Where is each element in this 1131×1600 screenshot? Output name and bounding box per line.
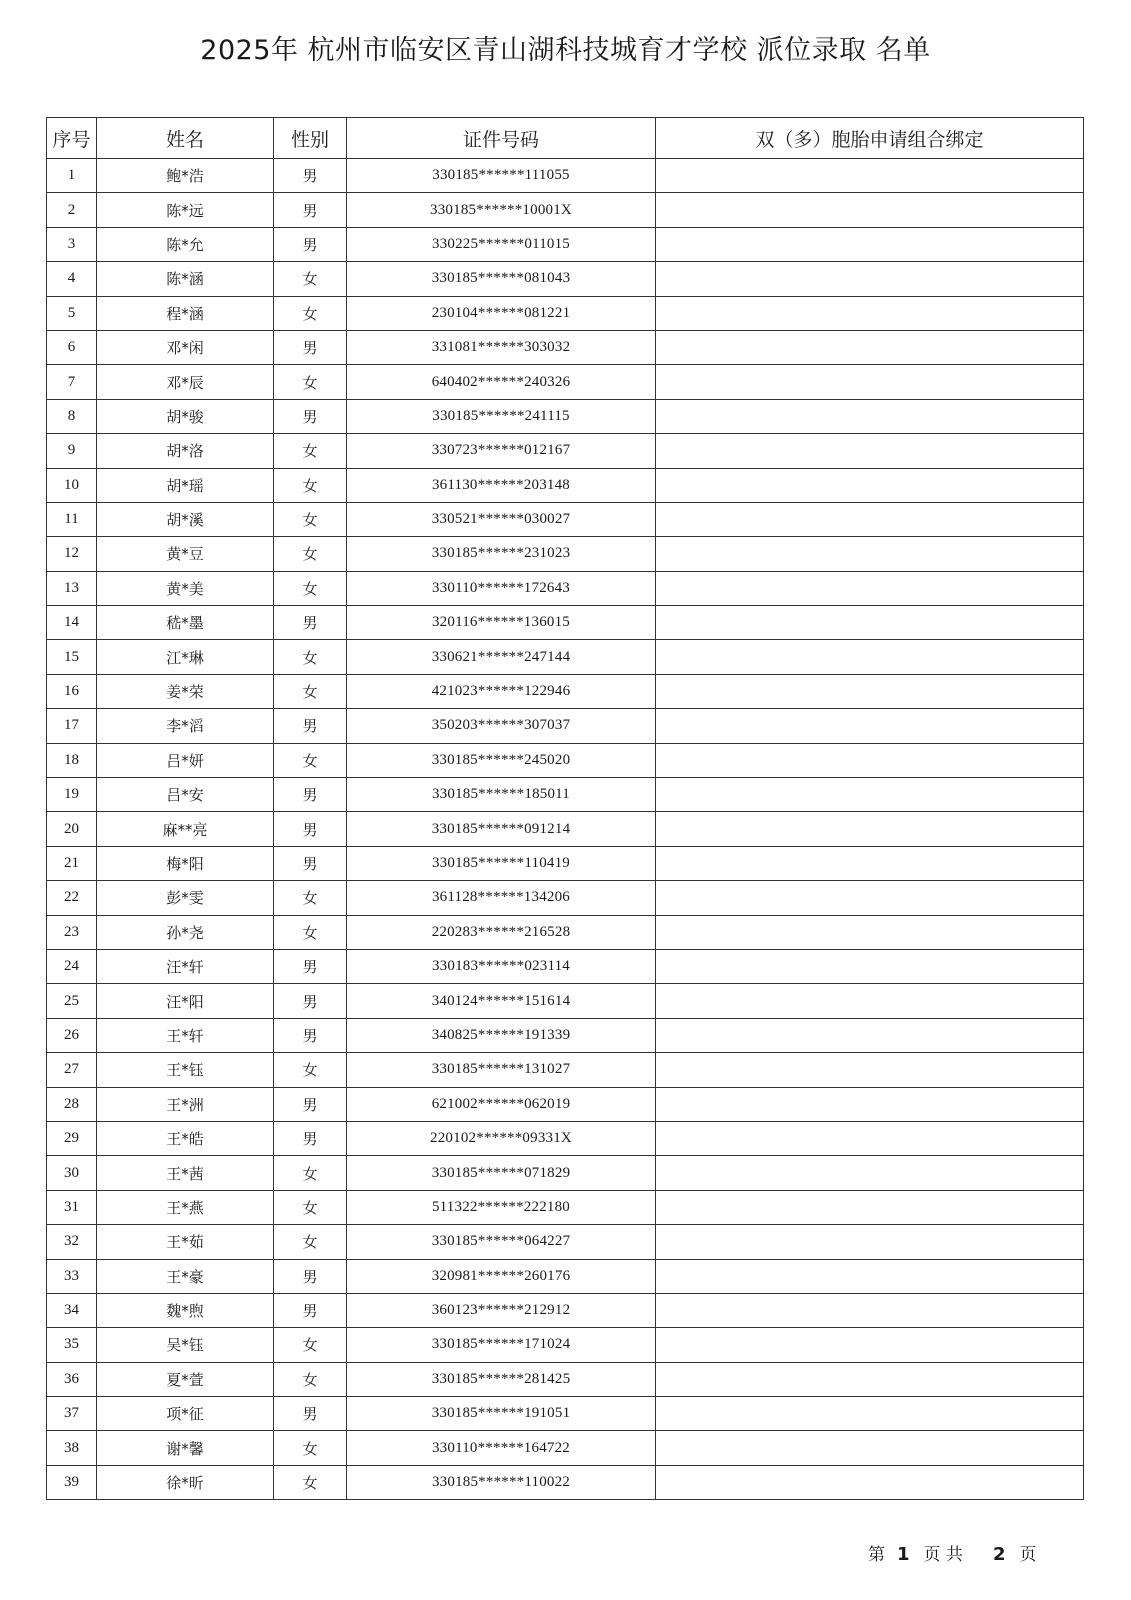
table-row (47, 399, 1084, 433)
seq-cell: 30 (47, 1156, 97, 1190)
gender-cell: 女 (274, 365, 347, 399)
twin-binding-cell (656, 640, 1084, 674)
id-number-cell: 330185******081043 (347, 262, 656, 296)
name-cell: 鲍*浩 (97, 159, 274, 193)
twin-binding-cell (656, 159, 1084, 193)
table-row (47, 984, 1084, 1018)
footer-middle: 页 共 (923, 1545, 963, 1565)
twin-binding-cell (656, 468, 1084, 502)
seq-cell: 11 (47, 502, 97, 536)
table-row (47, 502, 1084, 536)
id-number-cell: 511322******222180 (347, 1190, 656, 1224)
name-cell: 胡*骏 (97, 399, 274, 433)
id-number-cell: 330185******245020 (347, 743, 656, 777)
gender-cell: 女 (274, 296, 347, 330)
gender-cell: 女 (274, 1362, 347, 1396)
twin-binding-cell (656, 881, 1084, 915)
table-row (47, 571, 1084, 605)
gender-cell: 男 (274, 193, 347, 227)
seq-cell: 32 (47, 1225, 97, 1259)
twin-binding-cell (656, 434, 1084, 468)
gender-cell: 男 (274, 984, 347, 1018)
gender-cell: 男 (274, 399, 347, 433)
id-number-cell: 330185******110022 (347, 1465, 656, 1499)
name-cell: 项*征 (97, 1397, 274, 1431)
table-row (47, 296, 1084, 330)
gender-cell: 女 (274, 674, 347, 708)
gender-cell: 女 (274, 262, 347, 296)
table-row (47, 1397, 1084, 1431)
seq-cell: 36 (47, 1362, 97, 1396)
seq-cell: 7 (47, 365, 97, 399)
twin-binding-cell (656, 674, 1084, 708)
id-number-cell: 360123******212912 (347, 1293, 656, 1327)
table-row (47, 846, 1084, 880)
gender-cell: 女 (274, 1465, 347, 1499)
twin-binding-cell (656, 709, 1084, 743)
id-number-cell: 361128******134206 (347, 881, 656, 915)
table-row (47, 1190, 1084, 1224)
id-number-cell: 330723******012167 (347, 434, 656, 468)
twin-binding-cell (656, 1053, 1084, 1087)
seq-cell: 38 (47, 1431, 97, 1465)
seq-cell: 19 (47, 778, 97, 812)
twin-binding-cell (656, 1018, 1084, 1052)
seq-cell: 39 (47, 1465, 97, 1499)
name-cell: 胡*溪 (97, 502, 274, 536)
id-number-cell: 320981******260176 (347, 1259, 656, 1293)
id-number-cell: 330185******131027 (347, 1053, 656, 1087)
id-number-cell: 330185******191051 (347, 1397, 656, 1431)
twin-binding-cell (656, 984, 1084, 1018)
id-number-cell: 320116******136015 (347, 606, 656, 640)
id-number-cell: 330185******241115 (347, 399, 656, 433)
column-header-gender: 性别 (274, 118, 347, 159)
name-cell: 邓*闲 (97, 330, 274, 364)
seq-cell: 28 (47, 1087, 97, 1121)
table-row (47, 262, 1084, 296)
gender-cell: 女 (274, 915, 347, 949)
footer-prefix: 第 (868, 1545, 885, 1565)
footer-suffix: 页 (1019, 1545, 1037, 1565)
id-number-cell: 330225******011015 (347, 227, 656, 261)
gender-cell: 男 (274, 606, 347, 640)
total-pages-number: 2 (992, 1544, 1006, 1565)
id-number-cell: 220283******216528 (347, 915, 656, 949)
table-row (47, 1053, 1084, 1087)
twin-binding-cell (656, 778, 1084, 812)
seq-cell: 29 (47, 1121, 97, 1155)
table-row (47, 949, 1084, 983)
name-cell: 汪*轩 (97, 949, 274, 983)
table-row (47, 1225, 1084, 1259)
gender-cell: 男 (274, 1018, 347, 1052)
seq-cell: 21 (47, 846, 97, 880)
gender-cell: 男 (274, 227, 347, 261)
id-number-cell: 330185******171024 (347, 1328, 656, 1362)
name-cell: 黄*豆 (97, 537, 274, 571)
column-header-id-number: 证件号码 (347, 118, 656, 159)
table-row (47, 330, 1084, 364)
name-cell: 吕*妍 (97, 743, 274, 777)
table-row (47, 1259, 1084, 1293)
id-number-cell: 640402******240326 (347, 365, 656, 399)
gender-cell: 女 (274, 571, 347, 605)
table-row (47, 227, 1084, 261)
admission-list-table (46, 117, 1084, 1500)
seq-cell: 15 (47, 640, 97, 674)
twin-binding-cell (656, 227, 1084, 261)
id-number-cell: 330185******10001X (347, 193, 656, 227)
twin-binding-cell (656, 1190, 1084, 1224)
twin-binding-cell (656, 1328, 1084, 1362)
id-number-cell: 330185******071829 (347, 1156, 656, 1190)
twin-binding-cell (656, 1259, 1084, 1293)
gender-cell: 女 (274, 537, 347, 571)
gender-cell: 男 (274, 1259, 347, 1293)
id-number-cell: 330185******091214 (347, 812, 656, 846)
name-cell: 孙*尧 (97, 915, 274, 949)
table-row (47, 1156, 1084, 1190)
seq-cell: 12 (47, 537, 97, 571)
seq-cell: 33 (47, 1259, 97, 1293)
table-row (47, 1293, 1084, 1327)
twin-binding-cell (656, 571, 1084, 605)
table-row (47, 537, 1084, 571)
name-cell: 梅*阳 (97, 846, 274, 880)
id-number-cell: 421023******122946 (347, 674, 656, 708)
gender-cell: 女 (274, 1328, 347, 1362)
gender-cell: 男 (274, 1293, 347, 1327)
table-header-row (47, 118, 1084, 159)
name-cell: 王*皓 (97, 1121, 274, 1155)
twin-binding-cell (656, 399, 1084, 433)
twin-binding-cell (656, 1225, 1084, 1259)
seq-cell: 5 (47, 296, 97, 330)
name-cell: 胡*洛 (97, 434, 274, 468)
table-row (47, 1362, 1084, 1396)
gender-cell: 男 (274, 709, 347, 743)
twin-binding-cell (656, 1087, 1084, 1121)
seq-cell: 1 (47, 159, 97, 193)
seq-cell: 26 (47, 1018, 97, 1052)
gender-cell: 女 (274, 743, 347, 777)
id-number-cell: 330185******231023 (347, 537, 656, 571)
name-cell: 邓*辰 (97, 365, 274, 399)
twin-binding-cell (656, 1431, 1084, 1465)
name-cell: 魏*煦 (97, 1293, 274, 1327)
twin-binding-cell (656, 502, 1084, 536)
id-number-cell: 330621******247144 (347, 640, 656, 674)
twin-binding-cell (656, 606, 1084, 640)
table-row (47, 709, 1084, 743)
id-number-cell: 230104******081221 (347, 296, 656, 330)
name-cell: 胡*瑶 (97, 468, 274, 502)
id-number-cell: 340124******151614 (347, 984, 656, 1018)
name-cell: 程*涵 (97, 296, 274, 330)
name-cell: 李*滔 (97, 709, 274, 743)
name-cell: 王*燕 (97, 1190, 274, 1224)
document-title: 2025年 杭州市临安区青山湖科技城育才学校 派位录取 名单 (200, 35, 931, 66)
gender-cell: 男 (274, 846, 347, 880)
seq-cell: 13 (47, 571, 97, 605)
table-row (47, 1018, 1084, 1052)
twin-binding-cell (656, 330, 1084, 364)
twin-binding-cell (656, 1156, 1084, 1190)
id-number-cell: 330185******064227 (347, 1225, 656, 1259)
name-cell: 王*洲 (97, 1087, 274, 1121)
id-number-cell: 621002******062019 (347, 1087, 656, 1121)
name-cell: 汪*阳 (97, 984, 274, 1018)
seq-cell: 3 (47, 227, 97, 261)
gender-cell: 女 (274, 1431, 347, 1465)
seq-cell: 14 (47, 606, 97, 640)
table-row (47, 1431, 1084, 1465)
table-row (47, 1328, 1084, 1362)
twin-binding-cell (656, 537, 1084, 571)
gender-cell: 男 (274, 778, 347, 812)
name-cell: 彭*雯 (97, 881, 274, 915)
id-number-cell: 220102******09331X (347, 1121, 656, 1155)
twin-binding-cell (656, 296, 1084, 330)
table-row (47, 1087, 1084, 1121)
table-body (47, 159, 1084, 1500)
gender-cell: 女 (274, 1190, 347, 1224)
twin-binding-cell (656, 1121, 1084, 1155)
name-cell: 吴*钰 (97, 1328, 274, 1362)
name-cell: 陈*允 (97, 227, 274, 261)
table-row (47, 743, 1084, 777)
id-number-cell: 330185******111055 (347, 159, 656, 193)
page-footer (868, 1540, 1036, 1565)
current-page-number: 1 (897, 1544, 910, 1565)
name-cell: 麻**亮 (97, 812, 274, 846)
name-cell: 王*茹 (97, 1225, 274, 1259)
gender-cell: 女 (274, 1225, 347, 1259)
table-row (47, 778, 1084, 812)
gender-cell: 男 (274, 1121, 347, 1155)
id-number-cell: 331081******303032 (347, 330, 656, 364)
column-header-seq: 序号 (47, 118, 97, 159)
id-number-cell: 330110******172643 (347, 571, 656, 605)
seq-cell: 10 (47, 468, 97, 502)
gender-cell: 男 (274, 159, 347, 193)
id-number-cell: 330185******110419 (347, 846, 656, 880)
seq-cell: 8 (47, 399, 97, 433)
gender-cell: 男 (274, 330, 347, 364)
column-header-name: 姓名 (97, 118, 274, 159)
seq-cell: 27 (47, 1053, 97, 1087)
seq-cell: 2 (47, 193, 97, 227)
column-header-twin-binding: 双（多）胞胎申请组合绑定 (656, 118, 1084, 159)
table-row (47, 468, 1084, 502)
table-row (47, 606, 1084, 640)
id-number-cell: 350203******307037 (347, 709, 656, 743)
twin-binding-cell (656, 949, 1084, 983)
name-cell: 吕*安 (97, 778, 274, 812)
seq-cell: 24 (47, 949, 97, 983)
seq-cell: 23 (47, 915, 97, 949)
gender-cell: 男 (274, 812, 347, 846)
seq-cell: 18 (47, 743, 97, 777)
twin-binding-cell (656, 846, 1084, 880)
table-row (47, 193, 1084, 227)
name-cell: 陈*涵 (97, 262, 274, 296)
id-number-cell: 330110******164722 (347, 1431, 656, 1465)
id-number-cell: 340825******191339 (347, 1018, 656, 1052)
twin-binding-cell (656, 915, 1084, 949)
table-row (47, 434, 1084, 468)
name-cell: 王*轩 (97, 1018, 274, 1052)
gender-cell: 女 (274, 468, 347, 502)
name-cell: 王*茜 (97, 1156, 274, 1190)
name-cell: 夏*萱 (97, 1362, 274, 1396)
seq-cell: 16 (47, 674, 97, 708)
seq-cell: 35 (47, 1328, 97, 1362)
id-number-cell: 330185******185011 (347, 778, 656, 812)
twin-binding-cell (656, 1362, 1084, 1396)
id-number-cell: 361130******203148 (347, 468, 656, 502)
table-row (47, 1121, 1084, 1155)
name-cell: 陈*远 (97, 193, 274, 227)
seq-cell: 37 (47, 1397, 97, 1431)
gender-cell: 男 (274, 1397, 347, 1431)
twin-binding-cell (656, 365, 1084, 399)
name-cell: 徐*昕 (97, 1465, 274, 1499)
name-cell: 王*钰 (97, 1053, 274, 1087)
table-row (47, 881, 1084, 915)
gender-cell: 男 (274, 949, 347, 983)
seq-cell: 6 (47, 330, 97, 364)
gender-cell: 女 (274, 881, 347, 915)
gender-cell: 女 (274, 1156, 347, 1190)
seq-cell: 22 (47, 881, 97, 915)
name-cell: 江*琳 (97, 640, 274, 674)
twin-binding-cell (656, 1293, 1084, 1327)
twin-binding-cell (656, 193, 1084, 227)
gender-cell: 女 (274, 434, 347, 468)
twin-binding-cell (656, 812, 1084, 846)
table-row (47, 159, 1084, 193)
id-number-cell: 330185******281425 (347, 1362, 656, 1396)
name-cell: 王*豪 (97, 1259, 274, 1293)
name-cell: 谢*馨 (97, 1431, 274, 1465)
gender-cell: 女 (274, 1053, 347, 1087)
seq-cell: 31 (47, 1190, 97, 1224)
name-cell: 姜*荣 (97, 674, 274, 708)
seq-cell: 4 (47, 262, 97, 296)
twin-binding-cell (656, 743, 1084, 777)
name-cell: 嵇*墨 (97, 606, 274, 640)
seq-cell: 25 (47, 984, 97, 1018)
table-row (47, 1465, 1084, 1499)
table-row (47, 674, 1084, 708)
table-row (47, 915, 1084, 949)
gender-cell: 女 (274, 640, 347, 674)
gender-cell: 男 (274, 1087, 347, 1121)
twin-binding-cell (656, 1397, 1084, 1431)
table-row (47, 640, 1084, 674)
gender-cell: 女 (274, 502, 347, 536)
seq-cell: 17 (47, 709, 97, 743)
table-row (47, 365, 1084, 399)
id-number-cell: 330521******030027 (347, 502, 656, 536)
seq-cell: 9 (47, 434, 97, 468)
id-number-cell: 330183******023114 (347, 949, 656, 983)
seq-cell: 34 (47, 1293, 97, 1327)
twin-binding-cell (656, 262, 1084, 296)
name-cell: 黄*美 (97, 571, 274, 605)
seq-cell: 20 (47, 812, 97, 846)
table-row (47, 812, 1084, 846)
twin-binding-cell (656, 1465, 1084, 1499)
